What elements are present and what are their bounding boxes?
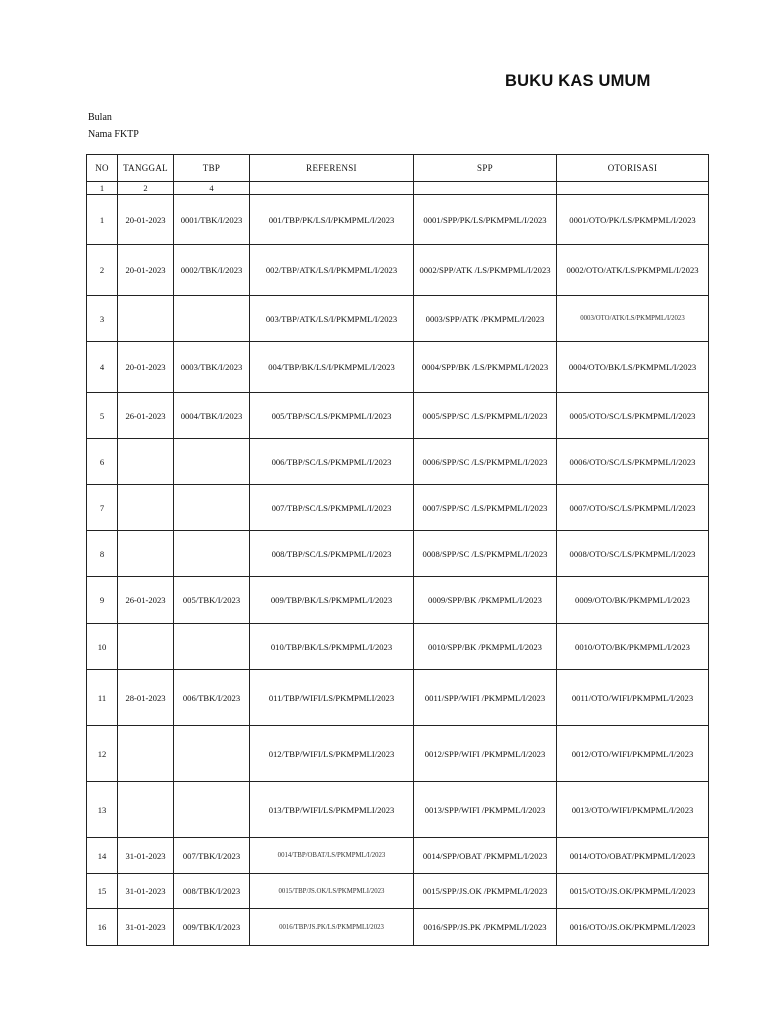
- cell-tanggal: 31-01-2023: [118, 838, 174, 874]
- cell-spp: 0001/SPP/PK/LS/PKMPML/I/2023: [414, 195, 557, 245]
- cell-otorisasi: 0011/OTO/WIFI/PKMPML/I/2023: [557, 670, 709, 726]
- cell-referensi: 001/TBP/PK/LS/I/PKMPML/I/2023: [250, 195, 414, 245]
- cell-tanggal: 20-01-2023: [118, 245, 174, 296]
- cell-spp: 0016/SPP/JS.PK /PKMPML/I/2023: [414, 909, 557, 946]
- cell-otorisasi: 0012/OTO/WIFI/PKMPML/I/2023: [557, 726, 709, 782]
- cell-otorisasi: 0014/OTO/OBAT/PKMPML/I/2023: [557, 838, 709, 874]
- cell-tanggal: 26-01-2023: [118, 577, 174, 624]
- header-no: NO: [87, 155, 118, 182]
- cell-referensi: 013/TBP/WIFI/LS/PKMPMLI/2023: [250, 782, 414, 838]
- table-row: [87, 485, 709, 531]
- table-row: [87, 670, 709, 726]
- cell-no: 11: [87, 670, 118, 726]
- cell-referensi: 009/TBP/BK/LS/PKMPML/I/2023: [250, 577, 414, 624]
- header-referensi: REFERENSI: [250, 155, 414, 182]
- cell-otorisasi: 0005/OTO/SC/LS/PKMPML/I/2023: [557, 393, 709, 439]
- cell-referensi: 005/TBP/SC/LS/PKMPML/I/2023: [250, 393, 414, 439]
- cell-no: 7: [87, 485, 118, 531]
- column-number: [557, 182, 709, 195]
- cell-tanggal: [118, 726, 174, 782]
- cell-no: 10: [87, 624, 118, 670]
- cell-spp: 0003/SPP/ATK /PKMPML/I/2023: [414, 296, 557, 342]
- cell-tbp: 0001/TBK/I/2023: [174, 195, 250, 245]
- cell-tanggal: 31-01-2023: [118, 874, 174, 909]
- cell-spp: 0010/SPP/BK /PKMPML/I/2023: [414, 624, 557, 670]
- table-row: [87, 531, 709, 577]
- column-number: 2: [118, 182, 174, 195]
- cell-no: 1: [87, 195, 118, 245]
- cell-otorisasi: 0003/OTO/ATK/LS/PKMPML/I/2023: [557, 296, 709, 342]
- column-number: [414, 182, 557, 195]
- table-row: [87, 838, 709, 874]
- cell-tbp: 006/TBK/I/2023: [174, 670, 250, 726]
- cell-tanggal: [118, 439, 174, 485]
- cell-referensi: 0014/TBP/OBAT/LS/PKMPML/I/2023: [250, 838, 414, 874]
- table-row: [87, 624, 709, 670]
- cell-spp: 0005/SPP/SC /LS/PKMPML/I/2023: [414, 393, 557, 439]
- cell-no: 13: [87, 782, 118, 838]
- cell-tbp: 008/TBK/I/2023: [174, 874, 250, 909]
- cell-tanggal: 20-01-2023: [118, 342, 174, 393]
- column-number: 4: [174, 182, 250, 195]
- cell-otorisasi: 0013/OTO/WIFI/PKMPML/I/2023: [557, 782, 709, 838]
- cell-tbp: [174, 485, 250, 531]
- cell-no: 15: [87, 874, 118, 909]
- table-row: [87, 195, 709, 245]
- cell-spp: 0002/SPP/ATK /LS/PKMPML/I/2023: [414, 245, 557, 296]
- cell-tbp: [174, 531, 250, 577]
- cell-referensi: 004/TBP/BK/LS/I/PKMPML/I/2023: [250, 342, 414, 393]
- cell-tbp: [174, 439, 250, 485]
- table-row: [87, 782, 709, 838]
- cell-tbp: 007/TBK/I/2023: [174, 838, 250, 874]
- cell-no: 3: [87, 296, 118, 342]
- column-number: 1: [87, 182, 118, 195]
- cell-referensi: 0016/TBP/JS.PK/LS/PKMPMLI/2023: [250, 909, 414, 946]
- cell-otorisasi: 0015/OTO/JS.OK/PKMPML/I/2023: [557, 874, 709, 909]
- cell-referensi: 010/TBP/BK/LS/PKMPML/I/2023: [250, 624, 414, 670]
- cell-tbp: 005/TBK/I/2023: [174, 577, 250, 624]
- cell-no: 16: [87, 909, 118, 946]
- kas-table: [86, 154, 709, 946]
- cell-otorisasi: 0001/OTO/PK/LS/PKMPML/I/2023: [557, 195, 709, 245]
- table-row: [87, 342, 709, 393]
- cell-referensi: 012/TBP/WIFI/LS/PKMPMLI/2023: [250, 726, 414, 782]
- header-spp: SPP: [414, 155, 557, 182]
- cell-tanggal: 28-01-2023: [118, 670, 174, 726]
- cell-no: 12: [87, 726, 118, 782]
- cell-tanggal: 26-01-2023: [118, 393, 174, 439]
- cell-referensi: 002/TBP/ATK/LS/I/PKMPML/I/2023: [250, 245, 414, 296]
- cell-spp: 0013/SPP/WIFI /PKMPML/I/2023: [414, 782, 557, 838]
- cell-otorisasi: 0007/OTO/SC/LS/PKMPML/I/2023: [557, 485, 709, 531]
- table-row: [87, 874, 709, 909]
- cell-tbp: 0003/TBK/I/2023: [174, 342, 250, 393]
- cell-no: 8: [87, 531, 118, 577]
- cell-referensi: 006/TBP/SC/LS/PKMPML/I/2023: [250, 439, 414, 485]
- document-title: BUKU KAS UMUM: [505, 72, 651, 90]
- cell-spp: 0007/SPP/SC /LS/PKMPML/I/2023: [414, 485, 557, 531]
- cell-otorisasi: 0008/OTO/SC/LS/PKMPML/I/2023: [557, 531, 709, 577]
- cell-referensi: 003/TBP/ATK/LS/I/PKMPML/I/2023: [250, 296, 414, 342]
- cell-otorisasi: 0016/OTO/JS.OK/PKMPML/I/2023: [557, 909, 709, 946]
- cell-tbp: [174, 726, 250, 782]
- column-number-row: [87, 182, 709, 195]
- cell-no: 4: [87, 342, 118, 393]
- table-row: [87, 726, 709, 782]
- cell-tbp: 0004/TBK/I/2023: [174, 393, 250, 439]
- cell-referensi: 007/TBP/SC/LS/PKMPML/I/2023: [250, 485, 414, 531]
- header-tbp: TBP: [174, 155, 250, 182]
- cell-tanggal: 20-01-2023: [118, 195, 174, 245]
- fktp-label: Nama FKTP: [88, 129, 139, 140]
- cell-spp: 0014/SPP/OBAT /PKMPML/I/2023: [414, 838, 557, 874]
- header-otorisasi: OTORISASI: [557, 155, 709, 182]
- cell-tanggal: [118, 531, 174, 577]
- cell-tbp: [174, 296, 250, 342]
- cell-tbp: [174, 624, 250, 670]
- cell-otorisasi: 0006/OTO/SC/LS/PKMPML/I/2023: [557, 439, 709, 485]
- cell-spp: 0008/SPP/SC /LS/PKMPML/I/2023: [414, 531, 557, 577]
- cell-otorisasi: 0004/OTO/BK/LS/PKMPML/I/2023: [557, 342, 709, 393]
- table-row: [87, 577, 709, 624]
- cell-tanggal: 31-01-2023: [118, 909, 174, 946]
- cell-tbp: [174, 782, 250, 838]
- cell-no: 14: [87, 838, 118, 874]
- cell-no: 5: [87, 393, 118, 439]
- cell-no: 9: [87, 577, 118, 624]
- header-tanggal: TANGGAL: [118, 155, 174, 182]
- cell-tanggal: [118, 782, 174, 838]
- header-row: [87, 155, 709, 182]
- cell-otorisasi: 0009/OTO/BK/PKMPML/I/2023: [557, 577, 709, 624]
- cell-otorisasi: 0002/OTO/ATK/LS/PKMPML/I/2023: [557, 245, 709, 296]
- table-body: [87, 195, 709, 946]
- cell-referensi: 011/TBP/WIFI/LS/PKMPMLI/2023: [250, 670, 414, 726]
- column-number: [250, 182, 414, 195]
- cell-spp: 0012/SPP/WIFI /PKMPML/I/2023: [414, 726, 557, 782]
- cell-spp: 0011/SPP/WIFI /PKMPML/I/2023: [414, 670, 557, 726]
- cell-tanggal: [118, 485, 174, 531]
- cell-spp: 0015/SPP/JS.OK /PKMPML/I/2023: [414, 874, 557, 909]
- cell-otorisasi: 0010/OTO/BK/PKMPML/I/2023: [557, 624, 709, 670]
- cell-spp: 0009/SPP/BK /PKMPML/I/2023: [414, 577, 557, 624]
- cell-spp: 0006/SPP/SC /LS/PKMPML/I/2023: [414, 439, 557, 485]
- bulan-label: Bulan: [88, 112, 112, 123]
- cell-tanggal: [118, 624, 174, 670]
- cell-referensi: 008/TBP/SC/LS/PKMPML/I/2023: [250, 531, 414, 577]
- cell-spp: 0004/SPP/BK /LS/PKMPML/I/2023: [414, 342, 557, 393]
- cell-tanggal: [118, 296, 174, 342]
- table-row: [87, 909, 709, 946]
- cell-tbp: 009/TBK/I/2023: [174, 909, 250, 946]
- table-row: [87, 393, 709, 439]
- cell-no: 6: [87, 439, 118, 485]
- cell-referensi: 0015/TBP/JS.OK/LS/PKMPMLI/2023: [250, 874, 414, 909]
- cell-no: 2: [87, 245, 118, 296]
- table-row: [87, 245, 709, 296]
- table-row: [87, 439, 709, 485]
- table-row: [87, 296, 709, 342]
- cell-tbp: 0002/TBK/I/2023: [174, 245, 250, 296]
